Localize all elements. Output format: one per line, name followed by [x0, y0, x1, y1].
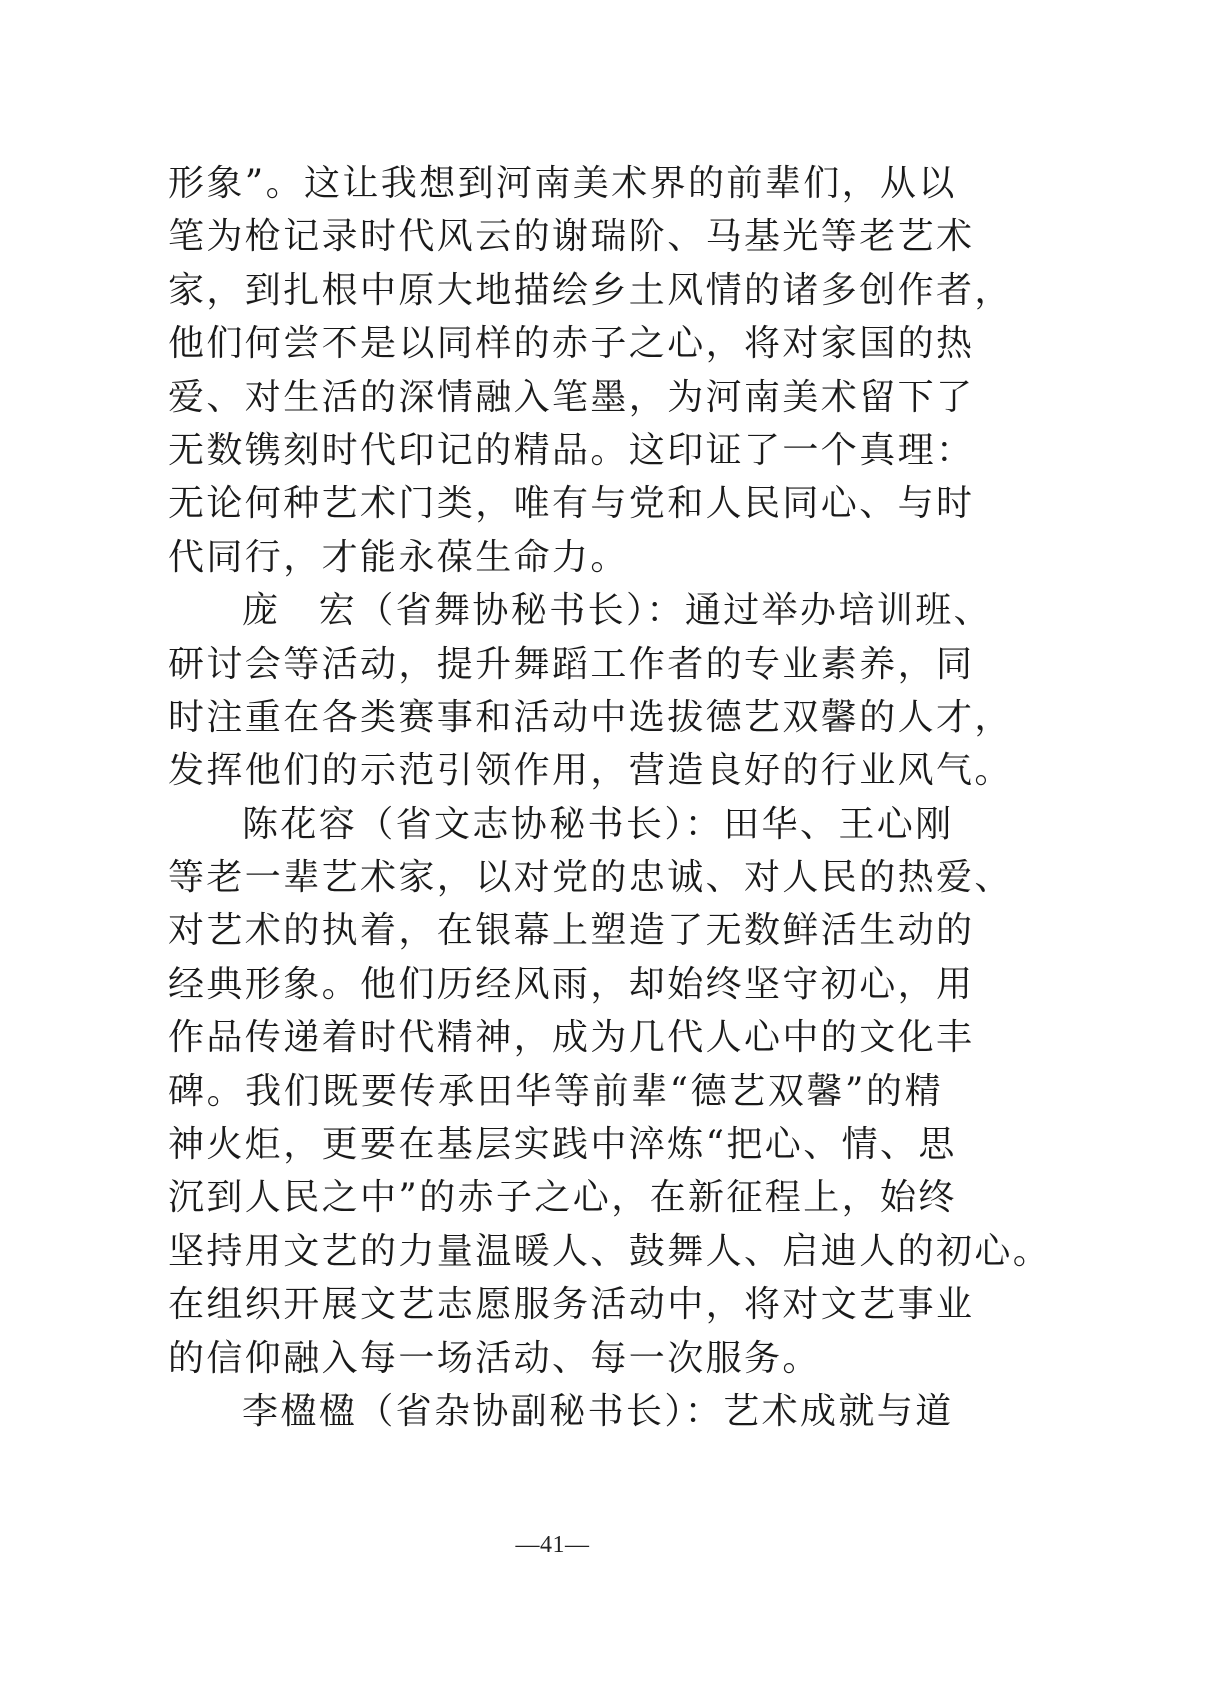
speaker-label: 陈花容（省文志协秘书长）：: [242, 803, 724, 845]
speaker-label: 庞 宏（省舞协秘书长）：: [242, 590, 685, 632]
paragraph-continuation: [168, 157, 1013, 584]
text-line: 坚持用文艺的力量温暖人、鼓舞人、启迪人的初心。: [168, 1230, 1052, 1272]
text-line: 的信仰融入每一场活动、每一次服务。: [168, 1337, 821, 1379]
text-line: 他们何尝不是以同样的赤子之心，将对家国的热: [168, 323, 975, 365]
text-line: 形象”。这让我想到河南美术界的前辈们，从以: [168, 163, 957, 204]
speaker-line: [168, 584, 993, 637]
text-segment: 田华、王心刚: [723, 803, 954, 845]
text-line: 神火炬，更要在基层实践中淬炼“把心、情、思: [168, 1124, 957, 1166]
paragraph-chen-huarong: [168, 798, 1052, 1385]
text-line: 发挥他们的示范引领作用，营造良好的行业风气。: [168, 750, 1013, 792]
text-segment: 通过举办培训班、: [684, 590, 993, 632]
text-line: 作品传递着时代精神，成为几代人心中的文化丰: [168, 1017, 975, 1059]
text-line: 对艺术的执着，在银幕上塑造了无数鲜活生动的: [168, 910, 975, 952]
text-line: 经典形象。他们历经风雨，却始终坚守初心，用: [168, 963, 975, 1005]
paragraph-pang-hong: [168, 584, 1013, 798]
text-line: 沉到人民之中”的赤子之心，在新征程上，始终: [168, 1177, 957, 1219]
document-page: [168, 157, 1052, 1438]
speaker-label: 李楹楹（省杂协副秘书长）：: [242, 1390, 724, 1432]
text-line: 无数镌刻时代印记的精品。这印证了一个真理：: [168, 429, 975, 471]
speaker-line: [168, 798, 954, 851]
text-line: 无论何种艺术门类，唯有与党和人民同心、与时: [168, 483, 975, 525]
text-line: 等老一辈艺术家，以对党的忠诚、对人民的热爱、: [168, 857, 1013, 899]
speaker-line: [168, 1385, 954, 1438]
text-segment: 艺术成就与道: [723, 1390, 954, 1432]
text-line: 碑。我们既要传承田华等前辈“德艺双馨”的精: [168, 1070, 943, 1112]
text-line: 代同行，才能永葆生命力。: [168, 536, 629, 578]
text-line: 笔为枪记录时代风云的谢瑞阶、马基光等老艺术: [168, 216, 975, 258]
paragraph-li-yingying: [168, 1385, 954, 1438]
page-number: —41—: [515, 1532, 590, 1558]
text-line: 时注重在各类赛事和活动中选拔德艺双馨的人才，: [168, 696, 1013, 738]
text-line: 研讨会等活动，提升舞蹈工作者的专业素养，同: [168, 643, 975, 685]
text-line: 在组织开展文艺志愿服务活动中，将对文艺事业: [168, 1284, 975, 1326]
text-line: 家，到扎根中原大地描绘乡土风情的诸多创作者，: [168, 269, 1013, 311]
text-line: 爱、对生活的深情融入笔墨，为河南美术留下了: [168, 376, 975, 418]
